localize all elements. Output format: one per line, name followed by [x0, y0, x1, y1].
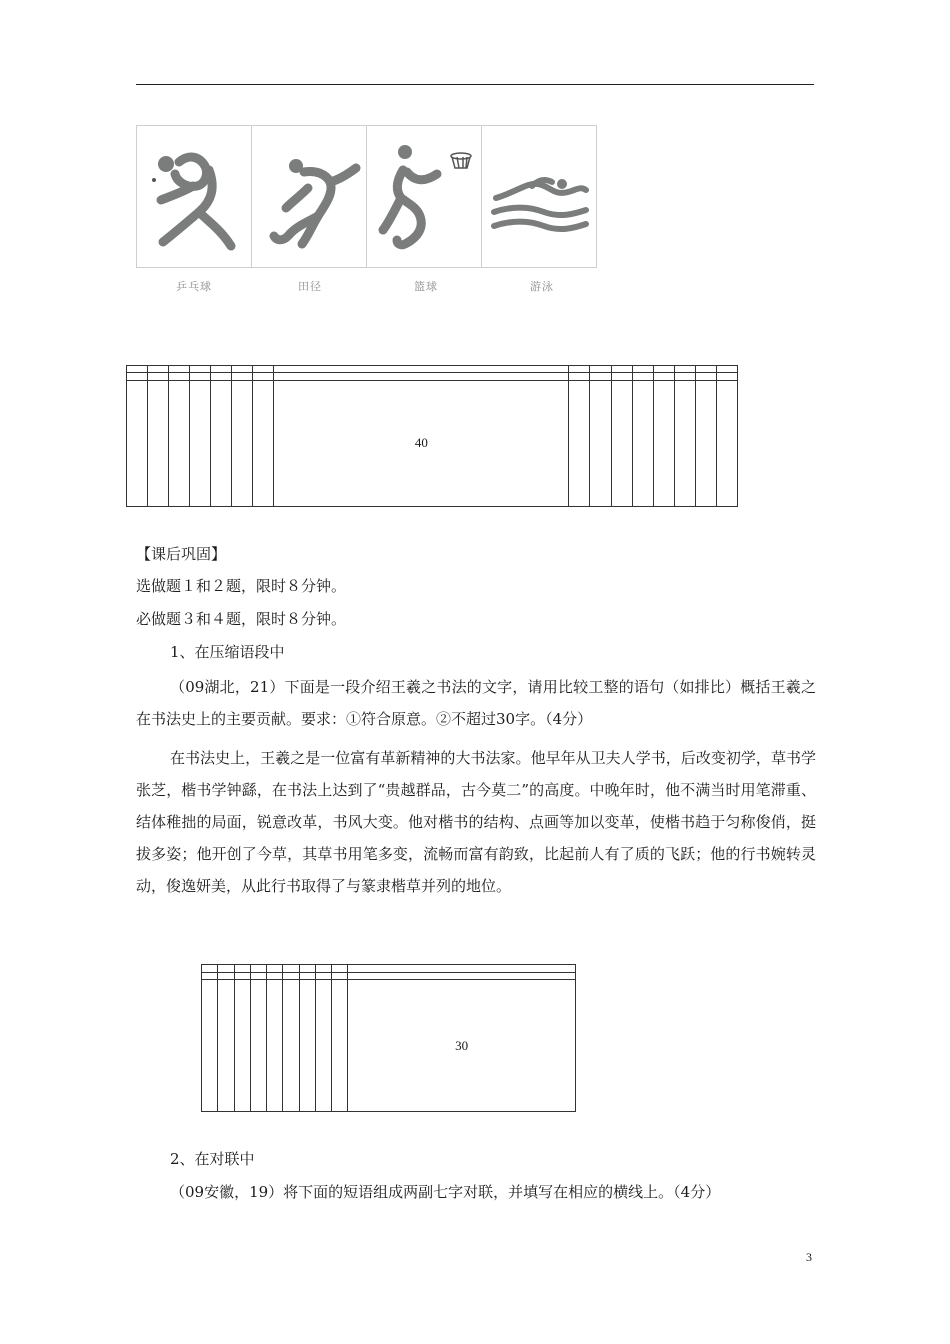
grid-cell[interactable]: [211, 373, 232, 380]
grid-cell[interactable]: [274, 366, 569, 373]
grid-cell[interactable]: [250, 972, 266, 980]
grid-cell[interactable]: [611, 373, 632, 380]
header-rule: [136, 84, 814, 85]
grid-cell[interactable]: [127, 373, 148, 380]
answer-grid-40-row: [127, 373, 738, 380]
grid-cell[interactable]: [211, 366, 232, 373]
grid-cell[interactable]: [127, 380, 148, 506]
instruction-required: 必做题３和４题，限时８分钟。: [136, 610, 347, 628]
grid-cell[interactable]: [590, 373, 611, 380]
grid-cell[interactable]: [234, 972, 250, 980]
grid-cell[interactable]: [211, 380, 232, 506]
grid-cell[interactable]: [332, 965, 348, 973]
grid-cell[interactable]: [218, 972, 234, 980]
grid-cell[interactable]: [569, 373, 590, 380]
grid-cell[interactable]: [674, 380, 695, 506]
question-1-prompt: （09湖北，21）下面是一段介绍王羲之书法的文字，请用比较工整的语句（如排比）概括王羲之在书法史上的主要贡献。要求：①符合原意。②不超过30字。（4分）: [136, 678, 816, 728]
grid-cell[interactable]: [169, 380, 190, 506]
grid-cell[interactable]: [169, 373, 190, 380]
grid-cell[interactable]: [274, 373, 569, 380]
grid-cell[interactable]: [202, 972, 218, 980]
grid-cell[interactable]: [232, 373, 253, 380]
grid-cell[interactable]: [716, 366, 737, 373]
answer-grid-40-row: [127, 380, 738, 506]
grid-cell[interactable]: [250, 965, 266, 973]
caption-swimming: 游泳: [530, 280, 554, 293]
grid-cell[interactable]: [695, 380, 716, 506]
grid-cell[interactable]: [283, 965, 299, 973]
grid-cell[interactable]: [232, 380, 253, 506]
caption-basketball: 篮球: [414, 280, 438, 293]
grid-cell[interactable]: [315, 980, 331, 1112]
grid-cell[interactable]: [283, 980, 299, 1112]
grid-cell[interactable]: [234, 980, 250, 1112]
grid-cell[interactable]: [632, 366, 653, 373]
grid-cell[interactable]: [234, 965, 250, 973]
grid-cell[interactable]: [202, 980, 218, 1112]
grid-cell[interactable]: [148, 380, 169, 506]
grid-cell[interactable]: [653, 380, 674, 506]
grid-cell[interactable]: [299, 972, 315, 980]
grid-cell[interactable]: [590, 366, 611, 373]
grid-cell[interactable]: [674, 373, 695, 380]
grid-cell[interactable]: [218, 965, 234, 973]
question-2-title: 2、在对联中: [170, 1150, 255, 1168]
answer-grid-40: [126, 365, 738, 507]
grid-cell[interactable]: [695, 373, 716, 380]
grid-cell[interactable]: [299, 965, 315, 973]
grid-cell[interactable]: [190, 380, 211, 506]
swimming-pictogram-icon: [481, 125, 597, 268]
grid-cell[interactable]: [253, 366, 274, 373]
grid-cell[interactable]: [148, 366, 169, 373]
grid-cell[interactable]: [653, 373, 674, 380]
sports-pictograms: [136, 125, 602, 270]
grid-cell[interactable]: [169, 366, 190, 373]
answer-grid-30-row: [202, 980, 576, 1112]
grid-cell[interactable]: [253, 380, 274, 506]
grid-cell[interactable]: [632, 380, 653, 506]
answer-grid-40-row: [127, 366, 738, 373]
grid-cell[interactable]: [653, 366, 674, 373]
caption-table-tennis: 乒乓球: [176, 280, 212, 293]
grid-cell[interactable]: [716, 373, 737, 380]
grid-cell[interactable]: [267, 965, 283, 973]
grid-cell[interactable]: [267, 980, 283, 1112]
grid-cell[interactable]: [250, 980, 266, 1112]
grid-cell-count-marker[interactable]: 30: [348, 980, 576, 1112]
grid-cell[interactable]: [332, 980, 348, 1112]
page-number: 3: [806, 1250, 812, 1264]
grid-cell[interactable]: [267, 972, 283, 980]
basketball-pictogram-icon: [366, 125, 482, 268]
answer-grid-30-row: [202, 965, 576, 973]
grid-cell[interactable]: [348, 972, 576, 980]
grid-cell[interactable]: [611, 366, 632, 373]
grid-cell[interactable]: [148, 373, 169, 380]
caption-athletics: 田径: [298, 280, 322, 293]
grid-cell[interactable]: [569, 380, 590, 506]
grid-cell[interactable]: [283, 972, 299, 980]
table-tennis-pictogram-icon: [136, 125, 252, 268]
grid-cell[interactable]: [716, 380, 737, 506]
grid-cell[interactable]: [611, 380, 632, 506]
grid-cell[interactable]: [190, 366, 211, 373]
grid-cell[interactable]: [695, 366, 716, 373]
section-heading: 【课后巩固】: [136, 545, 227, 563]
grid-cell[interactable]: [202, 965, 218, 973]
grid-cell[interactable]: [332, 972, 348, 980]
grid-cell[interactable]: [315, 972, 331, 980]
answer-grid-30: [201, 964, 576, 1112]
grid-cell-count-marker[interactable]: 40: [274, 380, 569, 506]
grid-cell[interactable]: [569, 366, 590, 373]
grid-cell[interactable]: [348, 965, 576, 973]
grid-cell[interactable]: [127, 366, 148, 373]
question-1-passage: 在书法史上，王羲之是一位富有革新精神的大书法家。他早年从卫夫人学书，后改变初学，草书学张芝，楷书学钟繇，在书法上达到了“贵越群品，古今莫二”的高度。中晚年时，他不满当时用笔滞重、结体稚拙的局面，锐意改革，书风大变。他对楷书的结构、点画等加以变革，使楷书趋于匀称俊俏，挺拔多姿；他开创了今草，其草书用笔多变，流畅而富有韵致，比起前人有了质的飞跃；他的行书婉转灵动，俊逸妍美，从此行书取得了与篆隶楷草并列的地位。: [136, 749, 816, 895]
athletics-pictogram-icon: [251, 125, 367, 268]
instruction-optional: 选做题１和２题，限时８分钟。: [136, 577, 347, 595]
grid-cell[interactable]: [632, 373, 653, 380]
answer-grid-30-row: [202, 972, 576, 980]
grid-cell[interactable]: [590, 380, 611, 506]
grid-cell[interactable]: [190, 373, 211, 380]
grid-cell[interactable]: [674, 366, 695, 373]
question-1-title: 1、在压缩语段中: [170, 643, 285, 661]
grid-cell[interactable]: [232, 366, 253, 373]
grid-cell[interactable]: [253, 373, 274, 380]
grid-cell[interactable]: [218, 980, 234, 1112]
grid-cell[interactable]: [299, 980, 315, 1112]
question-2-prompt: （09安徽，19）将下面的短语组成两副七字对联，并填写在相应的横线上。（4分）: [170, 1183, 721, 1201]
grid-cell[interactable]: [315, 965, 331, 973]
